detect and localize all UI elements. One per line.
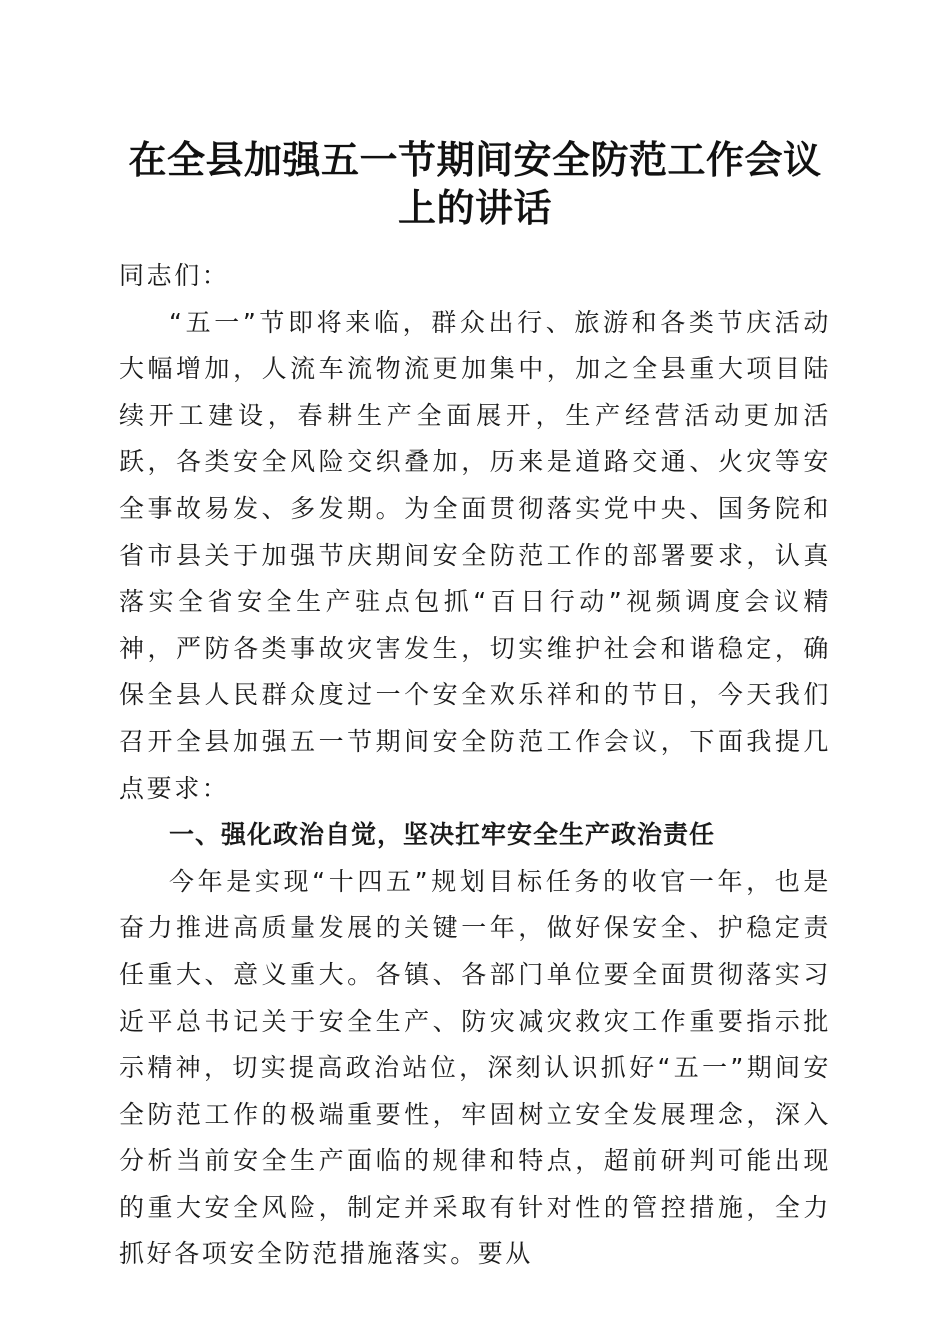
document-title: 在全县加强五一节期间安全防范工作会议上的讲话 — [128, 137, 822, 230]
paragraph-section-1: 今年是实现“十四五”规划目标任务的收官一年，也是奋力推进高质量发展的关键一年，做好保安全、护稳定责任重大、意义重大。各镇、各部门单位要全面贯彻落实习近平总书记关于安全生产、防灾减灾救灾工作重要指示批示精神，切实提高政治站位，深刻认识抓好“五一”期间安全防范工作的极端重要性，牢固树立安全发展理念，深入分析当前安全生产面临的规律和特点，超前研判可能出现的重大安全风险，制定并采取有针对性的管控措施，全力抓好各项安全防范措施落实。要从 — [119, 866, 831, 1269]
salutation: 同志们： — [119, 261, 230, 290]
section-heading-1: 一、强化政治自觉，坚决扛牢安全生产政治责任 — [169, 820, 716, 850]
document-body — [119, 253, 831, 1278]
paragraph-intro: “五一”节即将来临，群众出行、旅游和各类节庆活动大幅增加，人流车流物流更加集中，加之全县重大项目陆续开工建设，春耕生产全面展开，生产经营活动更加活跃，各类安全风险交织叠加，历来是道路交通、火灾等安全事故易发、多发期。为全面贯彻落实党中央、国务院和省市县关于加强节庆期间安全防范工作的部署要求，认真落实全省安全生产驻点包抓“百日行动”视频调度会议精神，严防各类事故灾害发生，切实维护社会和谐稳定，确保全县人民群众度过一个安全欢乐祥和的节日，今天我们召开全县加强五一节期间安全防范工作会议，下面我提几点要求： — [119, 307, 831, 803]
